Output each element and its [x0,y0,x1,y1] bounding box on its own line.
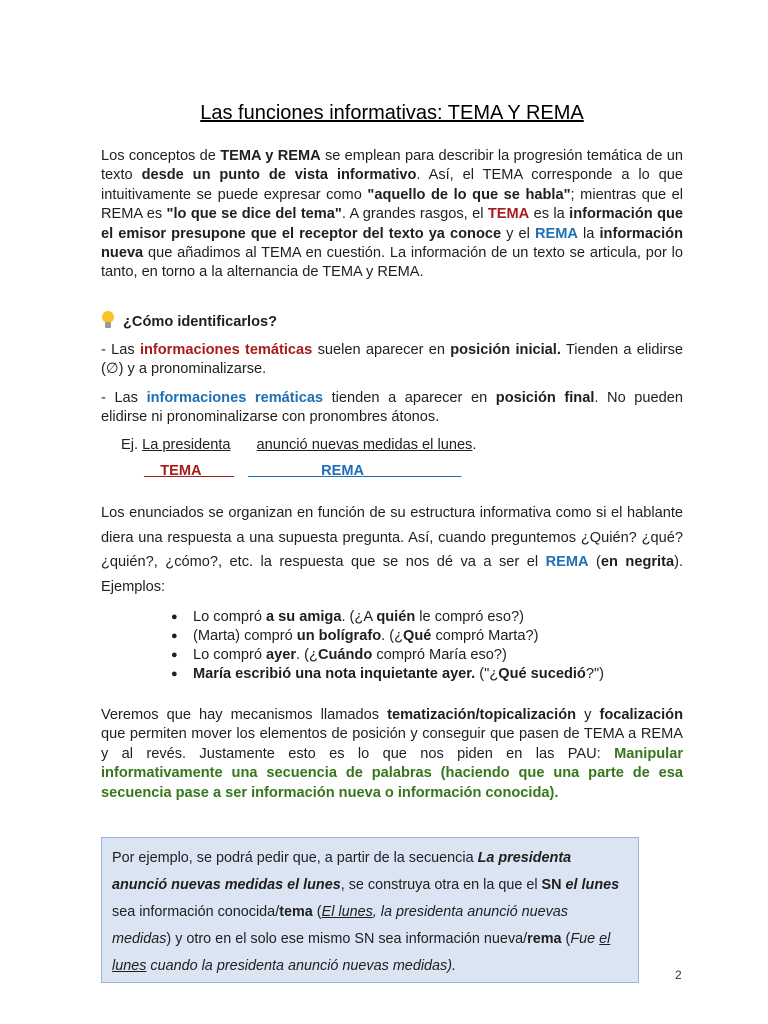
rule-tema: - Las informaciones temáticas suelen aparecer en posición inicial. Tienden a elidirse (∅) y a pronominalizarse. [101,342,684,378]
example-labels: __TEMA____ _________REMA____________ [144,463,462,479]
list-item: ● (Marta) compró un bolígrafo. (¿Qué compró Marta?) [171,627,604,646]
rule-rema: - Las informaciones remáticas tienden a aparecer en posición final. No pueden elidirse ni pronominalizarse con pronombres átonos. [101,390,683,426]
paragraph-questions: Los enunciados se organizan en función de su estructura informativa como si el hablante diera una respuesta a una supuesta pregunta. Así, cuando preguntemos ¿Quién? ¿qué? ¿quién?, ¿cómo?, etc. la respuesta que se nos dé va a ser el REMA (en negrita). Ejemplos: [101,505,684,595]
section-heading: ¿Cómo identificarlos? [101,311,683,332]
examples-list [171,608,604,684]
callout-text: Por ejemplo, se podrá pedir que, a partir de la secuencia La presidenta anunció nuevas medidas el lunes, se construya otra en la que el SN el lunes sea información conocida/tema (El lunes, la presidenta anunció nuevas medidas) y otro en el solo ese mismo SN sea información nueva/rema (Fue el lunes cuando la presidenta anunció nuevas medidas). [112,850,620,974]
list-item: ● María escribió una nota inquietante ayer. ("¿Qué sucedió?") [171,665,604,684]
example-sentence: Ej. La presidenta anunció nuevas medidas el lunes. [121,437,477,453]
example-callout-box [101,837,639,983]
list-item: ● Lo compró a su amiga. (¿A quién le compró eso?) [171,608,604,627]
page-number: 2 [675,968,682,982]
intro-paragraph: Los conceptos de TEMA y REMA se emplean para describir la progresión temática de un texto desde un punto de vista informativo. Así, el TEMA corresponde a lo que intuitivamente se puede expresar como "aquello de lo que se habla"; mientras que el REMA es "lo que se dice del tema". A grandes rasgos, el TEMA es la información que el emisor presupone que el receptor del texto ya conoce y el REMA la información nueva que añadimos al TEMA en cuestión. La información de un texto se articula, por lo tanto, en torno a la alternancia de TEMA y REMA. [101,148,684,281]
paragraph-mechanisms: Veremos que hay mecanismos llamados tematización/topicalización y focalización que permiten mover los elementos de posición y conseguir que pasen de TEMA a REMA y al revés. Justamente esto es lo que nos piden en las PAU: Manipular informativamente una secuencia de palabras (haciendo que una parte de esa secuencia pase a ser información nueva o información conocida). [101,707,683,801]
lightbulb-icon [101,311,115,329]
page-title: Las funciones informativas: TEMA Y REMA [200,102,584,124]
list-item: ● Lo compró ayer. (¿Cuándo compró María eso?) [171,646,604,665]
